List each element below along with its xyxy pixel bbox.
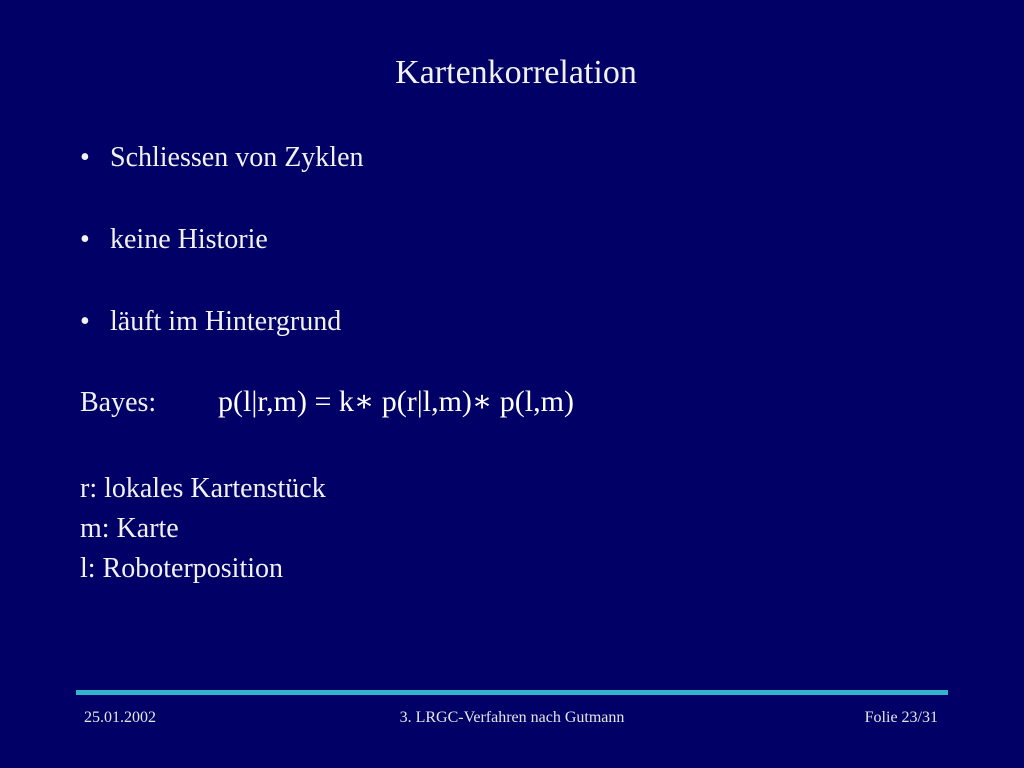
bullet-dot-icon: • xyxy=(80,142,90,173)
bullet-dot-icon: • xyxy=(80,224,90,255)
bullet-text: keine Historie xyxy=(110,224,268,255)
bullet-text: Schliessen von Zyklen xyxy=(110,142,364,173)
footer-section-title: 3. LRGC-Verfahren nach Gutmann xyxy=(399,709,625,726)
definition-item: l: Roboterposition xyxy=(80,553,283,584)
bullet-dot-icon: • xyxy=(80,306,90,337)
slide-title: Kartenkorrelation xyxy=(395,54,637,91)
bullet-list xyxy=(80,140,364,386)
bullet-text: läuft im Hintergrund xyxy=(110,306,342,337)
bullet-item xyxy=(80,304,364,340)
bullet-item xyxy=(80,222,364,258)
footer-date: 25.01.2002 xyxy=(84,709,156,726)
footer-divider xyxy=(76,690,948,695)
bayes-label: Bayes: xyxy=(80,387,157,418)
definition-item: m: Karte xyxy=(80,513,179,544)
definitions-list xyxy=(80,469,326,589)
bayes-formula: p(l|r,m) = k∗ p(r|l,m)∗ p(l,m) xyxy=(218,385,574,418)
bullet-item xyxy=(80,140,364,176)
definition-item: r: lokales Kartenstück xyxy=(80,473,326,504)
footer-page-number: Folie 23/31 xyxy=(864,709,938,726)
